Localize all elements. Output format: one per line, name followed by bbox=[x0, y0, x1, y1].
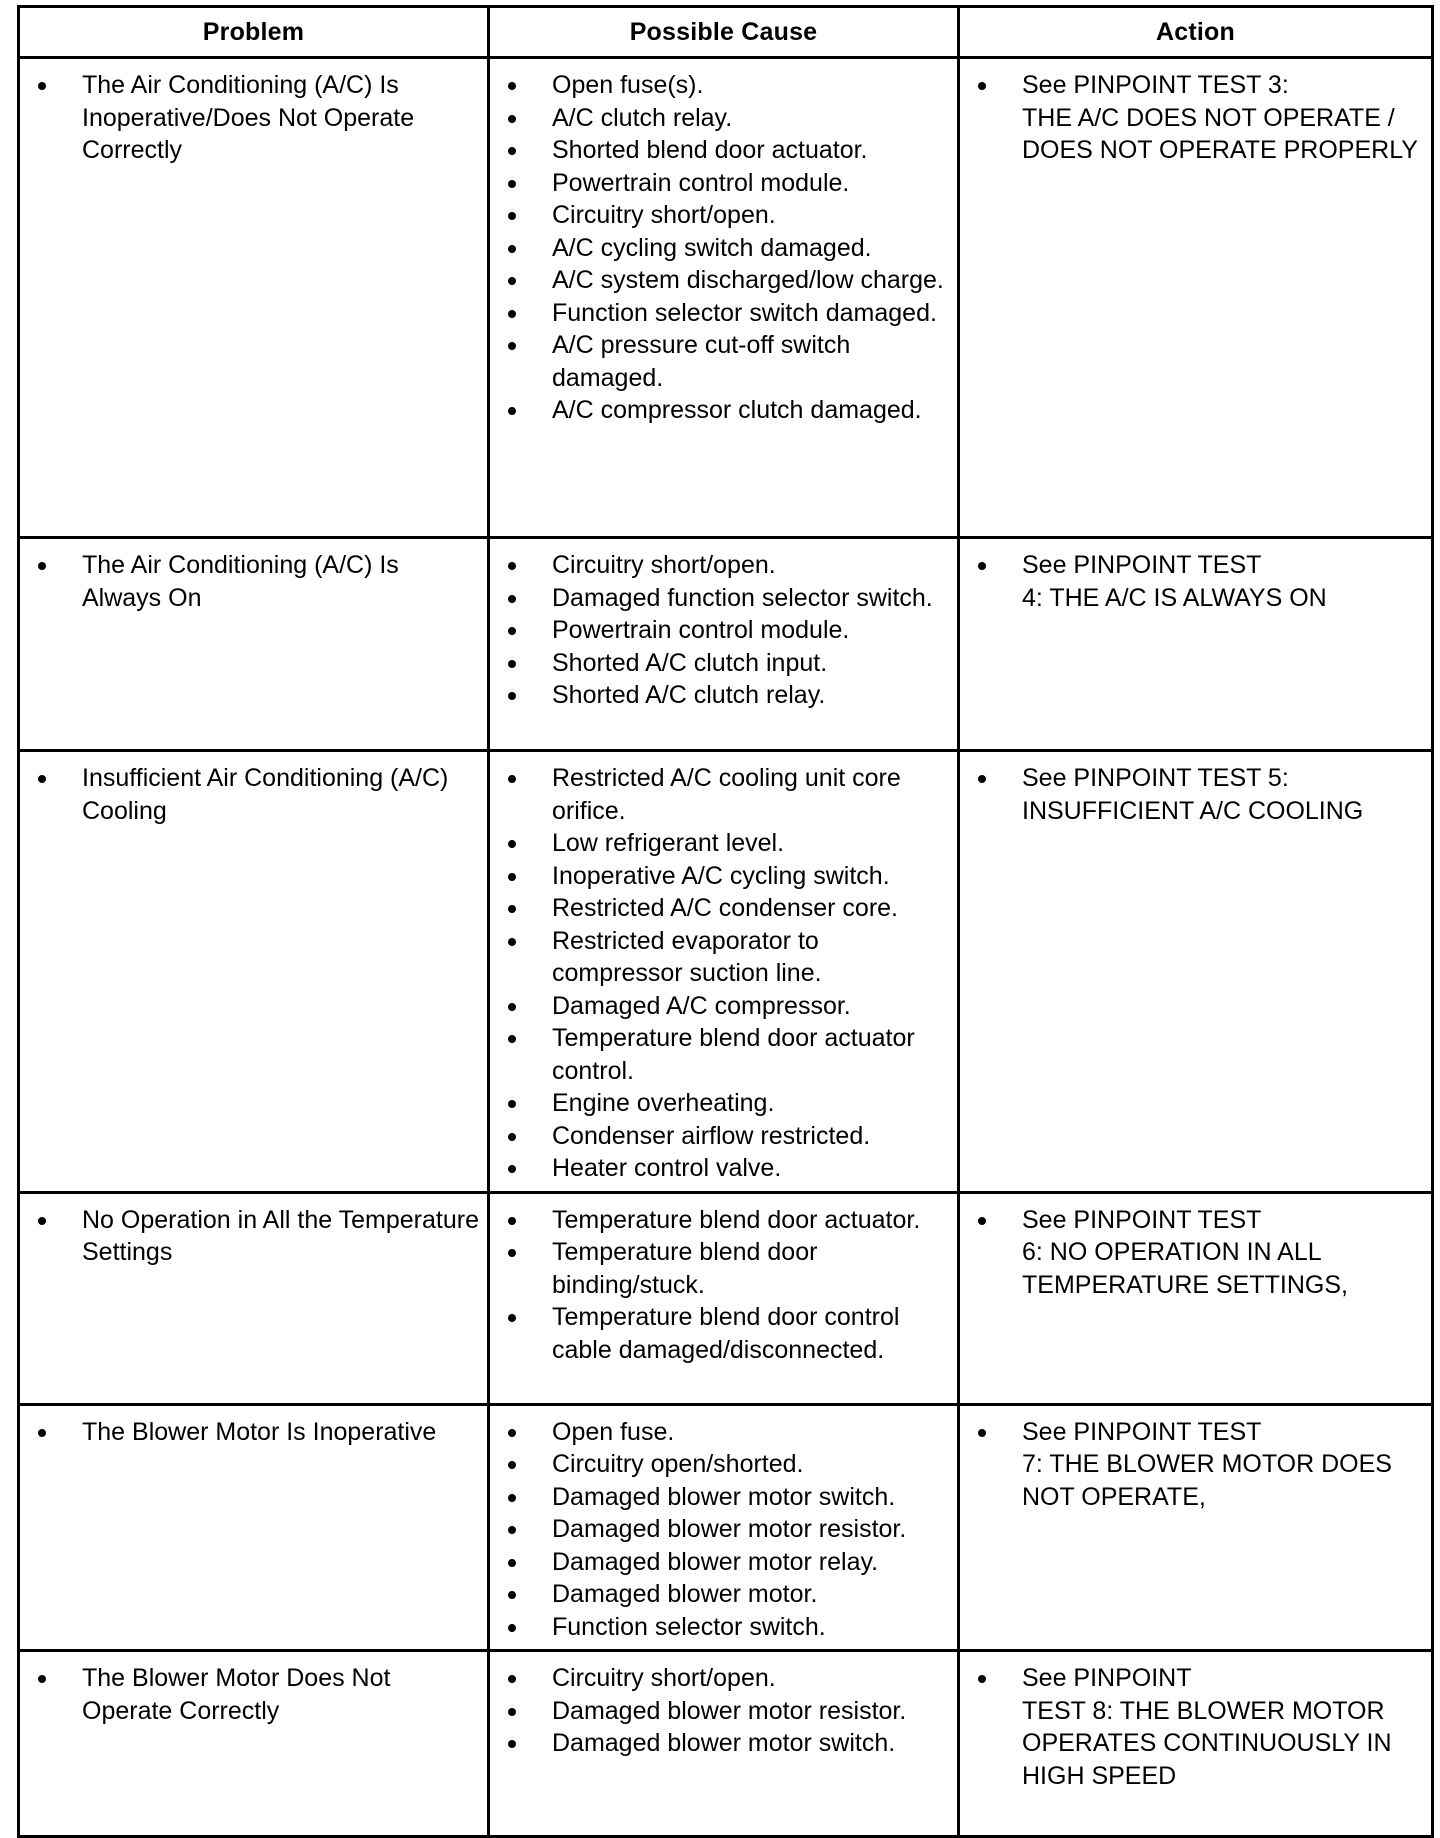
table-row bbox=[19, 1192, 1433, 1404]
cause-item: Inoperative A/C cycling switch. bbox=[490, 860, 957, 893]
cause-item: Damaged A/C compressor. bbox=[490, 990, 957, 1023]
cause-item: Damaged blower motor switch. bbox=[490, 1727, 957, 1760]
action-item bbox=[960, 69, 1431, 167]
problem-cell bbox=[19, 58, 489, 538]
symptom-chart-document bbox=[17, 5, 1434, 1838]
symptom-chart-table bbox=[17, 5, 1434, 1838]
cause-item: A/C compressor clutch damaged. bbox=[490, 394, 957, 427]
action-text: THE A/C DOES NOT OPERATE / DOES NOT OPERATE PROPERLY bbox=[1022, 103, 1418, 164]
cause-item: Temperature blend door binding/stuck. bbox=[490, 1236, 957, 1301]
header-row bbox=[19, 7, 1433, 58]
header-possible-cause: Possible Cause bbox=[489, 7, 959, 58]
table-row bbox=[19, 1651, 1433, 1837]
action-item bbox=[960, 1662, 1431, 1792]
action-cell bbox=[959, 1192, 1433, 1404]
cause-item: Damaged blower motor relay. bbox=[490, 1546, 957, 1579]
action-text: 4: THE A/C IS ALWAYS ON bbox=[1022, 583, 1327, 612]
cause-item: Damaged function selector switch. bbox=[490, 582, 957, 615]
cause-item: Temperature blend door control cable damaged/disconnected. bbox=[490, 1301, 957, 1366]
problem-text: No Operation in All the Temperature Settings bbox=[20, 1204, 487, 1269]
cause-cell bbox=[489, 1404, 959, 1651]
cause-item: Damaged blower motor. bbox=[490, 1578, 957, 1611]
action-cell bbox=[959, 1651, 1433, 1837]
cause-item: Shorted blend door actuator. bbox=[490, 134, 957, 167]
cause-item: Damaged blower motor switch. bbox=[490, 1481, 957, 1514]
cause-item: Temperature blend door actuator. bbox=[490, 1204, 957, 1237]
action-text: INSUFFICIENT A/C COOLING bbox=[1022, 796, 1364, 825]
action-lead: See PINPOINT TEST bbox=[1022, 1417, 1262, 1446]
cause-item: Circuitry short/open. bbox=[490, 1662, 957, 1695]
action-item bbox=[960, 1204, 1431, 1302]
problem-text: The Air Conditioning (A/C) Is Inoperative/Does Not Operate Correctly bbox=[20, 69, 487, 167]
action-item bbox=[960, 762, 1431, 827]
table-row bbox=[19, 538, 1433, 751]
cause-item: A/C pressure cut-off switch damaged. bbox=[490, 329, 957, 394]
cause-item: Powertrain control module. bbox=[490, 167, 957, 200]
action-text: TEST 8: THE BLOWER MOTOR OPERATES CONTINUOUSLY IN HIGH SPEED bbox=[1022, 1696, 1392, 1790]
action-lead: See PINPOINT TEST bbox=[1022, 1205, 1262, 1234]
table-row bbox=[19, 58, 1433, 538]
problem-text: The Air Conditioning (A/C) Is Always On bbox=[20, 549, 487, 614]
cause-item: Powertrain control module. bbox=[490, 614, 957, 647]
cause-item: Damaged blower motor resistor. bbox=[490, 1513, 957, 1546]
cause-item: Open fuse. bbox=[490, 1416, 957, 1449]
action-item bbox=[960, 1416, 1431, 1514]
header-action: Action bbox=[959, 7, 1433, 58]
cause-item: Circuitry open/shorted. bbox=[490, 1448, 957, 1481]
cause-item: A/C clutch relay. bbox=[490, 102, 957, 135]
table-row bbox=[19, 1404, 1433, 1651]
cause-item: Heater control valve. bbox=[490, 1152, 957, 1185]
action-item bbox=[960, 549, 1431, 614]
action-cell bbox=[959, 58, 1433, 538]
problem-cell bbox=[19, 1192, 489, 1404]
cause-item: Circuitry short/open. bbox=[490, 549, 957, 582]
problem-cell bbox=[19, 1404, 489, 1651]
cause-cell bbox=[489, 1651, 959, 1837]
cause-item: Circuitry short/open. bbox=[490, 199, 957, 232]
problem-text: The Blower Motor Is Inoperative bbox=[20, 1416, 487, 1449]
cause-item: Shorted A/C clutch relay. bbox=[490, 679, 957, 712]
problem-cell bbox=[19, 751, 489, 1193]
cause-item: A/C cycling switch damaged. bbox=[490, 232, 957, 265]
cause-item: Shorted A/C clutch input. bbox=[490, 647, 957, 680]
problem-text: Insufficient Air Conditioning (A/C) Cooling bbox=[20, 762, 487, 827]
cause-item: Function selector switch damaged. bbox=[490, 297, 957, 330]
cause-item: Damaged blower motor resistor. bbox=[490, 1695, 957, 1728]
cause-item: Open fuse(s). bbox=[490, 69, 957, 102]
cause-item: Low refrigerant level. bbox=[490, 827, 957, 860]
cause-item: Restricted evaporator to compressor suction line. bbox=[490, 925, 957, 990]
action-cell bbox=[959, 1404, 1433, 1651]
problem-text: The Blower Motor Does Not Operate Correctly bbox=[20, 1662, 487, 1727]
header-problem: Problem bbox=[19, 7, 489, 58]
table-row bbox=[19, 751, 1433, 1193]
action-lead: See PINPOINT bbox=[1022, 1664, 1192, 1692]
cause-cell bbox=[489, 1192, 959, 1404]
problem-cell bbox=[19, 1651, 489, 1837]
cause-item: Restricted A/C cooling unit core orifice. bbox=[490, 762, 957, 827]
action-lead: See PINPOINT TEST bbox=[1022, 551, 1262, 579]
cause-item: Restricted A/C condenser core. bbox=[490, 892, 957, 925]
cause-item: Condenser airflow restricted. bbox=[490, 1120, 957, 1153]
cause-item: Function selector switch. bbox=[490, 1611, 957, 1644]
cause-item: Temperature blend door actuator control. bbox=[490, 1022, 957, 1087]
action-text: 7: THE BLOWER MOTOR DOES NOT OPERATE, bbox=[1022, 1450, 1392, 1511]
action-cell bbox=[959, 751, 1433, 1193]
action-lead: See PINPOINT TEST 5: bbox=[1022, 764, 1289, 792]
cause-cell bbox=[489, 751, 959, 1193]
action-lead: See PINPOINT TEST 3: bbox=[1022, 71, 1289, 99]
cause-cell bbox=[489, 538, 959, 751]
action-text: 6: NO OPERATION IN ALL TEMPERATURE SETTINGS, bbox=[1022, 1238, 1348, 1299]
cause-item: Engine overheating. bbox=[490, 1087, 957, 1120]
cause-cell bbox=[489, 58, 959, 538]
problem-cell bbox=[19, 538, 489, 751]
cause-item: A/C system discharged/low charge. bbox=[490, 264, 957, 297]
action-cell bbox=[959, 538, 1433, 751]
